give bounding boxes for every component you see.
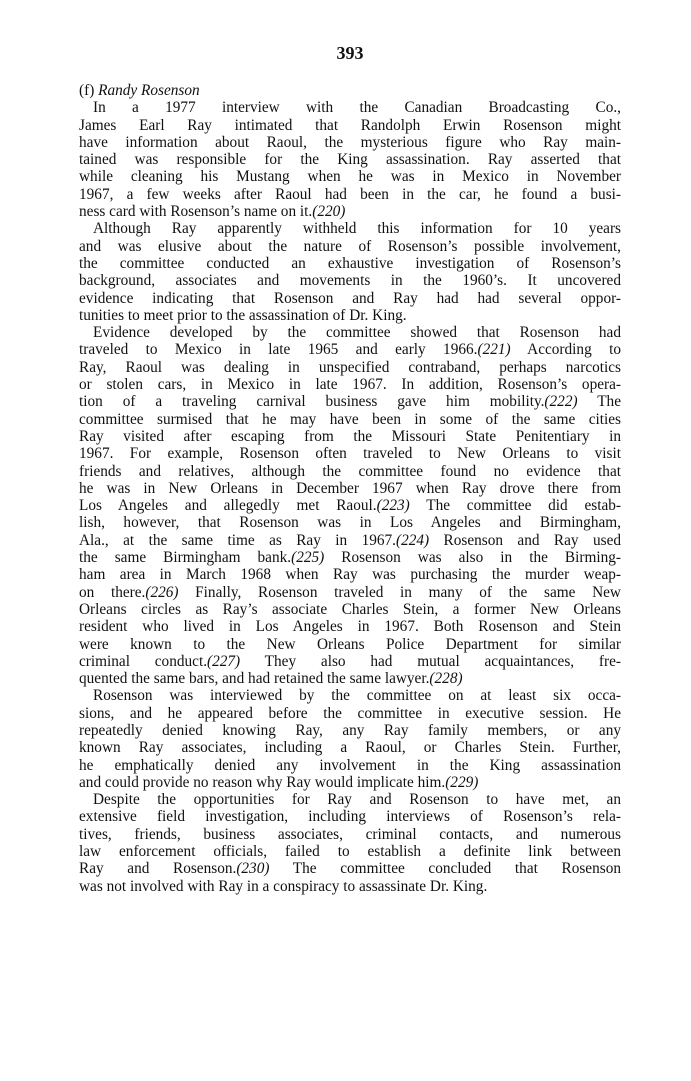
text-line: resident who lived in Los Angeles in 1967. Both Rosenson and Stein (79, 618, 621, 636)
text-line: ness card with Rosenson’s name on it.(220) (79, 203, 346, 221)
document-page (79, 42, 621, 895)
text-line: tunities to meet prior to the assassination of Dr. King. (79, 306, 407, 324)
footnote-ref: (220) (312, 203, 346, 221)
text-line: 1967, a few weeks after Raoul had been in the car, he found a busi- (79, 185, 621, 203)
text-line: Despite the opportunities for Ray and Rosenson to have met, an (93, 791, 621, 809)
text-line: Orleans circles as Ray’s associate Charles Stein, a former New Orleans (79, 600, 621, 618)
paragraph (79, 687, 621, 791)
text-line: committee surmised that he may have been in some of the same cities (79, 410, 621, 428)
paragraph (79, 99, 621, 220)
footnote-ref: (226) (145, 583, 179, 601)
text-line: the same Birmingham bank.(225) Rosenson was also in the Birming- (79, 549, 621, 567)
text-line: Rosenson was interviewed by the committee on at least six occa- (93, 687, 621, 705)
footnote-ref: (225) (291, 549, 325, 567)
text-line: 1967. For example, Rosenson often traveled to New Orleans to visit (79, 445, 621, 463)
footnote-ref: (222) (544, 393, 578, 411)
footnote-ref: (223) (376, 497, 410, 515)
text-line: friends and relatives, although the committee found no evidence that (79, 462, 621, 480)
footnote-ref: (229) (445, 773, 479, 791)
text-line: James Earl Ray intimated that Randolph Erwin Rosenson might (79, 116, 621, 134)
paragraph (79, 220, 621, 324)
text-line: Los Angeles and allegedly met Raoul.(223) The committee did estab- (79, 497, 621, 515)
text-line: he was in New Orleans in December 1967 when Ray drove there from (79, 479, 621, 497)
text-line: criminal conduct.(227) They also had mutual acquaintances, fre- (79, 652, 621, 670)
text-line: known Ray associates, including a Raoul, or Charles Stein. Further, (79, 739, 621, 757)
text-line: In a 1977 interview with the Canadian Broadcasting Co., (93, 99, 621, 117)
section-title: Randy Rosenson (98, 82, 200, 99)
text-line: Ala., at the same time as Ray in 1967.(224) Rosenson and Ray used (79, 531, 622, 549)
text-line: evidence indicating that Rosenson and Ray had had several oppor- (79, 289, 621, 307)
text-line: and was elusive about the nature of Rosenson’s possible involvement, (79, 237, 621, 255)
footnote-ref: (224) (396, 531, 430, 549)
text-line: repeatedly denied knowing Ray, any Ray family members, or any (79, 721, 621, 739)
footnote-ref: (227) (207, 652, 241, 670)
text-line: lish, however, that Rosenson was in Los Angeles and Birmingham, (79, 514, 621, 532)
text-line: sions, and he appeared before the committee in executive session. He (79, 704, 621, 722)
footnote-ref: (228) (429, 670, 463, 688)
text-line: have information about Raoul, the mysterious figure who Ray main- (79, 133, 621, 151)
text-line: Ray, Raoul was dealing in unspecified contraband, perhaps narcotics (79, 358, 621, 376)
text-line: extensive field investigation, including interviews of Rosenson’s rela- (79, 808, 621, 826)
text-line: Ray visited after escaping from the Missouri State Penitentiary in (79, 427, 621, 445)
text-line: ham area in March 1968 when Ray was purchasing the murder weap- (79, 566, 621, 584)
text-line: was not involved with Ray in a conspiracy to assassinate Dr. King. (79, 877, 488, 895)
text-line: background, associates and movements in the 1960’s. It uncovered (79, 272, 621, 290)
text-line: Although Ray apparently withheld this information for 10 years (93, 220, 621, 238)
body-text (79, 99, 621, 895)
paragraph (79, 791, 621, 895)
text-line: were known to the New Orleans Police Department for similar (79, 635, 621, 653)
text-line: Ray and Rosenson.(230) The committee concluded that Rosenson (79, 860, 621, 878)
text-line: Evidence developed by the committee showed that Rosenson had (93, 324, 621, 342)
text-line: and could provide no reason why Ray would implicate him.(229) (79, 773, 479, 791)
footnote-ref: (230) (236, 860, 270, 878)
section-label: (f) (79, 82, 95, 99)
text-line: he emphatically denied any involvement in the King assassination (79, 756, 621, 774)
footnote-ref: (221) (477, 341, 511, 359)
text-line: the committee conducted an exhaustive investigation of Rosenson’s (79, 254, 621, 272)
text-line: law enforcement officials, failed to establish a definite link between (79, 843, 621, 861)
section-heading (79, 82, 621, 99)
text-line: or stolen cars, in Mexico in late 1967. In addition, Rosenson’s opera- (79, 376, 621, 394)
text-line: while cleaning his Mustang when he was in Mexico in November (79, 168, 621, 186)
text-line: tained was responsible for the King assassination. Ray asserted that (79, 151, 621, 169)
text-line: on there.(226) Finally, Rosenson traveled in many of the same New (79, 583, 621, 601)
text-line: tion of a traveling carnival business gave him mobility.(222) The (79, 393, 621, 411)
page-number: 393 (336, 43, 364, 63)
paragraph (79, 324, 621, 687)
text-line: quented the same bars, and had retained the same lawyer.(228) (79, 670, 463, 688)
text-line: tives, friends, business associates, criminal contacts, and numerous (79, 825, 621, 843)
text-line: traveled to Mexico in late 1965 and early 1966.(221) According to (79, 341, 621, 359)
